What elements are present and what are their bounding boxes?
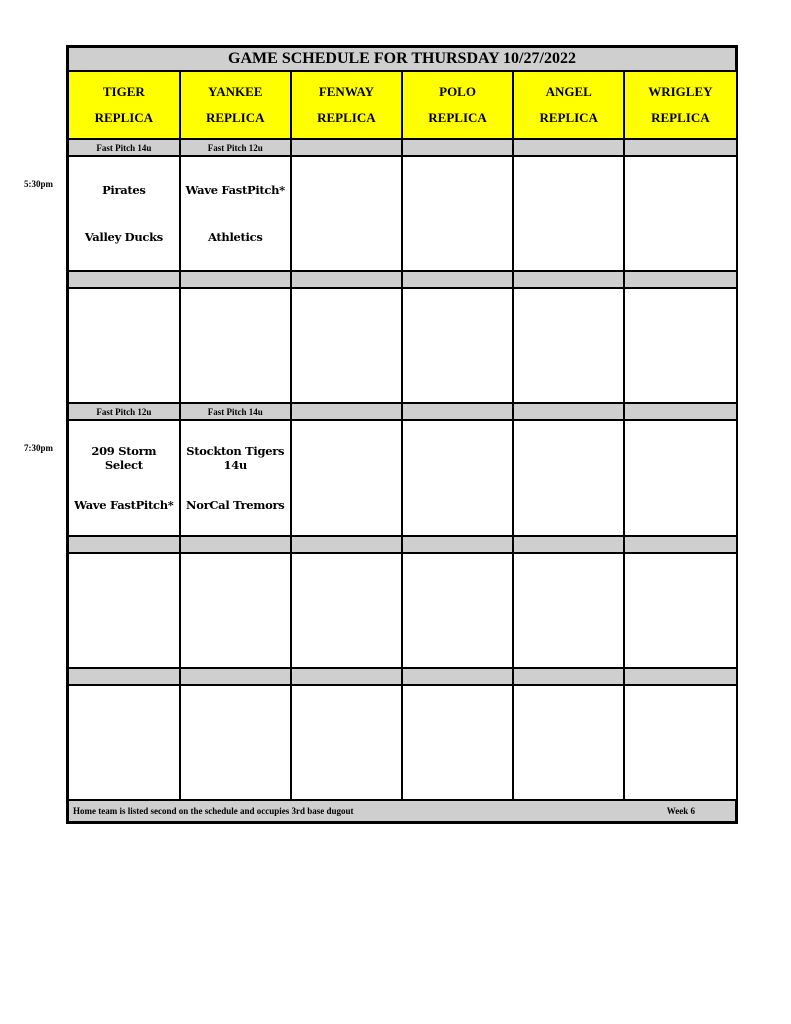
game-cell xyxy=(513,553,624,668)
game-cell xyxy=(291,156,402,271)
division-label xyxy=(291,139,402,156)
field-subtitle: REPLICA xyxy=(205,110,265,126)
game-cell xyxy=(180,685,291,800)
schedule-title: GAME SCHEDULE FOR THURSDAY 10/27/2022 xyxy=(69,48,736,72)
division-label xyxy=(624,403,735,420)
home-team: Athletics xyxy=(207,229,263,244)
division-row xyxy=(69,668,736,685)
game-cell xyxy=(402,288,513,403)
matchup xyxy=(69,421,179,534)
game-cell xyxy=(291,553,402,668)
game-cell xyxy=(180,553,291,668)
division-label xyxy=(624,536,735,553)
division-label xyxy=(291,271,402,288)
away-team: 209 Storm Select xyxy=(91,444,157,473)
division-row xyxy=(69,403,736,420)
division-label xyxy=(513,403,624,420)
division-label xyxy=(402,139,513,156)
division-label xyxy=(180,271,291,288)
home-team: Wave FastPitch* xyxy=(74,497,174,512)
field-header-polo xyxy=(402,71,513,139)
field-header-wrigley xyxy=(624,71,735,139)
division-label xyxy=(513,271,624,288)
game-cell xyxy=(624,288,735,403)
division-label xyxy=(513,536,624,553)
division-label xyxy=(624,668,735,685)
division-label xyxy=(513,668,624,685)
division-label xyxy=(180,536,291,553)
division-label xyxy=(291,536,402,553)
game-slot-row xyxy=(69,553,736,668)
game-cell xyxy=(624,420,735,535)
game-cell xyxy=(513,685,624,800)
home-team-note: Home team is listed second on the schedule and occupies 3rd base dugout xyxy=(73,805,354,816)
field-subtitle: REPLICA xyxy=(428,110,487,126)
field-subtitle: REPLICA xyxy=(317,110,376,126)
home-team: NorCal Tremors xyxy=(185,497,285,512)
division-label: Fast Pitch 14u xyxy=(69,139,180,156)
field-subtitle: REPLICA xyxy=(94,110,154,126)
game-slot-row xyxy=(69,420,736,535)
division-row xyxy=(69,139,736,156)
field-name: YANKEE xyxy=(208,84,263,100)
division-label xyxy=(624,271,735,288)
game-slot-row xyxy=(69,685,736,800)
division-label xyxy=(180,668,291,685)
away-team: Pirates xyxy=(102,183,146,198)
game-cell xyxy=(513,288,624,403)
game-cell xyxy=(624,553,735,668)
game-slot-row xyxy=(69,288,736,403)
division-label: Fast Pitch 14u xyxy=(180,403,291,420)
game-cell xyxy=(513,420,624,535)
game-cell xyxy=(69,288,180,403)
time-label-530: 5:30pm xyxy=(24,179,53,189)
division-label xyxy=(624,139,735,156)
game-cell xyxy=(69,553,180,668)
game-cell xyxy=(291,288,402,403)
matchup xyxy=(69,157,179,270)
division-label xyxy=(402,668,513,685)
game-cell xyxy=(69,420,180,535)
field-subtitle: REPLICA xyxy=(651,110,710,126)
game-cell xyxy=(291,685,402,800)
footer-note xyxy=(69,800,736,822)
week-label: Week 6 xyxy=(666,805,695,816)
division-label xyxy=(69,668,180,685)
game-cell xyxy=(291,420,402,535)
game-cell xyxy=(180,288,291,403)
division-label xyxy=(291,668,402,685)
field-header-tiger xyxy=(69,71,180,139)
field-header-angel xyxy=(513,71,624,139)
game-cell xyxy=(624,156,735,271)
game-cell xyxy=(180,420,291,535)
field-header-yankee xyxy=(180,71,291,139)
field-name: ANGEL xyxy=(545,84,592,100)
game-cell xyxy=(69,685,180,800)
game-cell xyxy=(180,156,291,271)
matchup xyxy=(181,157,290,270)
division-row xyxy=(69,536,736,553)
division-label xyxy=(69,536,180,553)
division-label xyxy=(402,403,513,420)
field-name: POLO xyxy=(439,84,476,100)
away-team: Stockton Tigers 14u xyxy=(186,444,285,473)
schedule-table xyxy=(66,45,738,824)
division-label xyxy=(291,403,402,420)
field-name: FENWAY xyxy=(318,84,374,100)
division-label xyxy=(402,536,513,553)
division-label: Fast Pitch 12u xyxy=(69,403,180,420)
game-cell xyxy=(624,685,735,800)
field-header-fenway xyxy=(291,71,402,139)
game-cell xyxy=(69,156,180,271)
division-row xyxy=(69,271,736,288)
time-label-730: 7:30pm xyxy=(24,443,53,453)
field-name: TIGER xyxy=(102,84,145,100)
game-slot-row xyxy=(69,156,736,271)
game-cell xyxy=(402,685,513,800)
division-label: Fast Pitch 12u xyxy=(180,139,291,156)
field-subtitle: REPLICA xyxy=(539,110,598,126)
division-label xyxy=(402,271,513,288)
home-team: Valley Ducks xyxy=(84,229,163,244)
field-name: WRIGLEY xyxy=(648,84,713,100)
division-label xyxy=(513,139,624,156)
game-cell xyxy=(513,156,624,271)
game-cell xyxy=(402,553,513,668)
division-label xyxy=(69,271,180,288)
game-cell xyxy=(402,420,513,535)
game-cell xyxy=(402,156,513,271)
away-team: Wave FastPitch* xyxy=(185,183,285,198)
matchup xyxy=(181,421,290,534)
